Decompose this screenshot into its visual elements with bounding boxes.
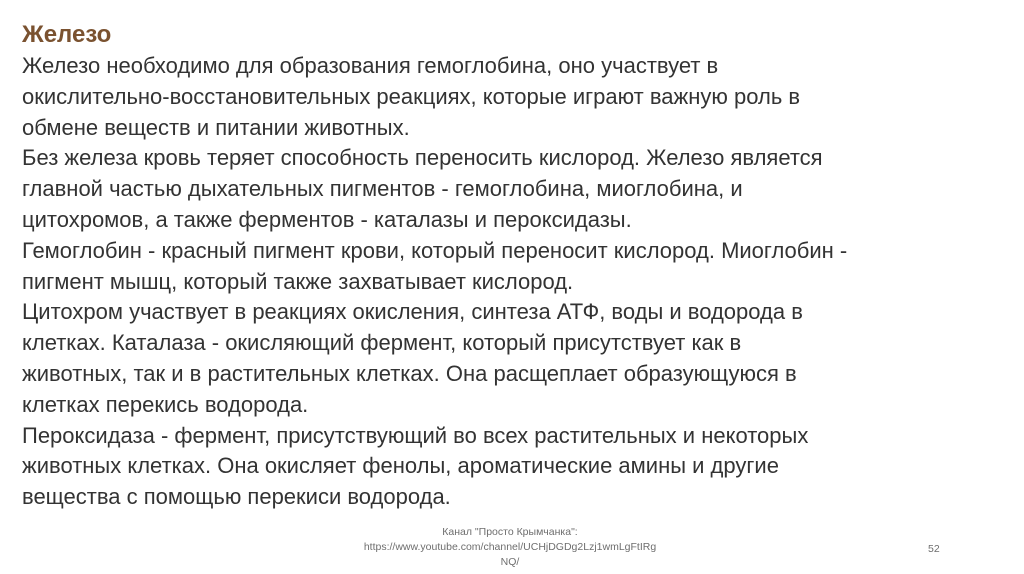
footer-channel-url-end: NQ/: [500, 556, 520, 568]
body-line: Гемоглобин - красный пигмент крови, который переносит кислород. Миоглобин -: [22, 237, 848, 263]
body-line: главной частью дыхательных пигментов - гемоглобина, миоглобина, и: [22, 176, 743, 202]
body-line: Цитохром участвует в реакциях окисления, синтеза АТФ, воды и водорода в: [22, 299, 803, 325]
body-line: окислительно-восстановительных реакциях, которые играют важную роль в: [22, 83, 801, 109]
footer-source: [330, 525, 690, 570]
footer-channel-name: Канал "Просто Крымчанка":: [442, 526, 578, 538]
body-line: вещества с помощью перекиси водорода.: [22, 484, 451, 510]
slide-title: Железо: [22, 21, 112, 48]
slide-body-text: [22, 51, 1012, 513]
body-line: обмене веществ и питании животных.: [22, 114, 410, 140]
body-line: животных клетках. Она окисляет фенолы, ароматические амины и другие: [22, 453, 779, 479]
body-line: животных, так и в растительных клетках. Она расщеплает образующуюся в: [22, 360, 797, 386]
body-line: пигмент мышц, который также захватывает кислород.: [22, 268, 574, 294]
body-line: Пероксидаза - фермент, присутствующий во всех растительных и некоторых: [22, 422, 809, 448]
page-number: 52: [928, 543, 940, 555]
body-line: Железо необходимо для образования гемоглобина, оно участвует в: [22, 53, 719, 78]
body-line: Без железа кровь теряет способность переносить кислород. Железо является: [22, 145, 823, 171]
body-line: клетках. Каталаза - окисляющий фермент, который присутствует как в: [22, 330, 742, 356]
body-line: клетках перекись водорода.: [22, 391, 309, 417]
body-line: цитохромов, а также ферментов - каталазы и пероксидазы.: [22, 206, 632, 232]
footer-channel-url: https://www.youtube.com/channel/UCHjDGDg2Lzj1wmLgFtIRg: [363, 541, 657, 553]
